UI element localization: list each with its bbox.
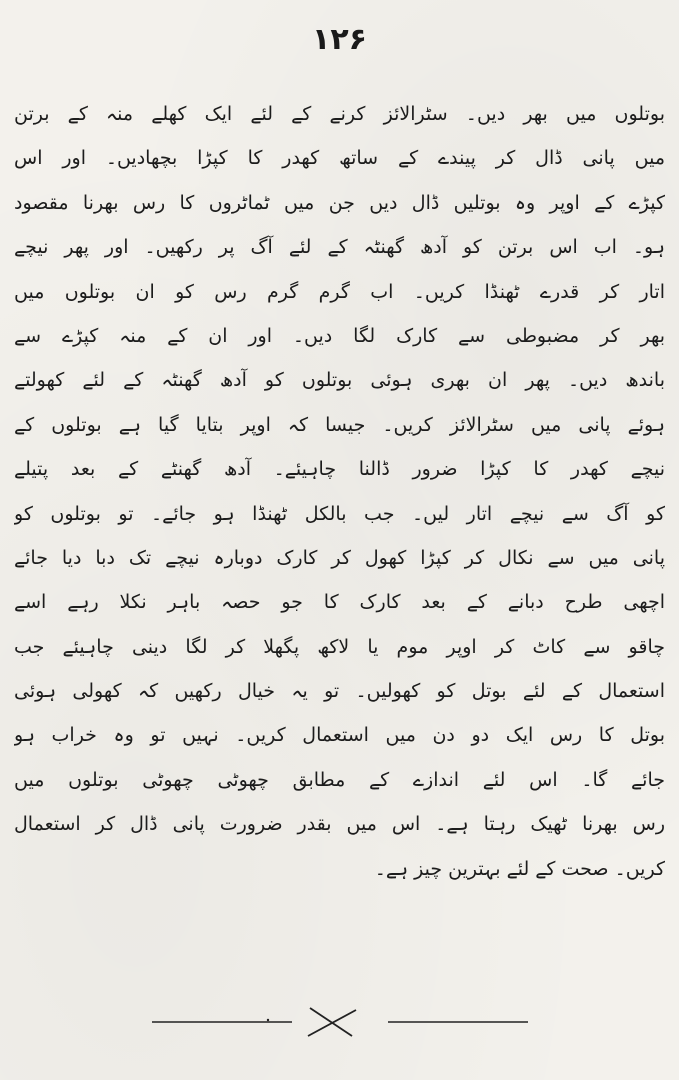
text-line: جائے گا۔ اس لئے اندازے کے مطابق چھوٹی چھوٹی بوتلوں میں [14,768,665,791]
text-line: نیچے کھدر کا کپڑا ضرور ڈالنا چاہیئے۔ آدھ گھنٹے کے بعد پتیلے [14,458,665,481]
text-line: چاقو سے کاٹ کر اوپر موم یا لاکھ پگھلا کر لگا دینی چاہیئے جب [14,635,665,658]
end-ornament [150,1002,530,1042]
text-line: کپڑے کے اوپر وہ بوتلیں ڈال دیں جن میں ٹماٹروں کا رس بھرنا مقصود [14,191,665,214]
page-number: ۱۲۶ [312,22,367,57]
text-line: پانی میں سے نکال کر کپڑا کھول کر کارک دوبارہ نیچے تک دبا دیا جائے [14,546,665,569]
text-line: کریں۔ صحت کے لئے بہترین چیز ہے۔ [374,857,665,880]
text-line: بھر کر مضبوطی سے کارک لگا دیں۔ اور ان کے منہ کپڑے سے [14,324,665,347]
text-line: اچھی طرح دبانے کے بعد کارک کا جو حصہ باہر نکلا رہے اسے [14,591,665,614]
text-line: ہو۔ اب اس برتن کو آدھ گھنٹہ کے لئے آگ پر رکھیں۔ اور پھر نیچے [14,236,665,259]
text-line: کو آگ سے نیچے اتار لیں۔ جب بالکل ٹھنڈا ہو جائے۔ تو بوتلوں کو [14,502,665,525]
text-line: بوتلوں میں بھر دیں۔ سٹرالائز کرنے کے لئے ایک کھلے منہ کے برتن [14,103,665,125]
text-line: استعمال کے لئے بوتل کو کھولیں۔ تو یہ خیال رکھیں کہ کھولی ہوئی [14,680,665,703]
text-line: رس بھرنا ٹھیک رہتا ہے۔ اس میں بقدر ضرورت پانی ڈال کر استعمال [14,813,665,836]
text-line: میں پانی ڈال کر پیندے کے ساتھ کھدر کا کپڑا بچھادیں۔ اور اس [14,147,665,170]
body-text [14,92,665,891]
text-line: بوتل کا رس ایک دو دن میں استعمال کریں۔ نہیں تو وہ خراب ہو [14,724,665,747]
text-line: ہوئے پانی میں سٹرالائز کریں۔ جیسا کہ اوپر بتایا گیا ہے بوتلوں کے [14,413,665,436]
text-line: باندھ دیں۔ پھر ان بھری ہوئی بوتلوں کو آدھ گھنٹہ کے لئے کھولتے [14,369,665,392]
text-line: اتار کر قدرے ٹھنڈا کریں۔ اب گرم گرم رس کو ان بوتلوں میں [14,280,665,303]
